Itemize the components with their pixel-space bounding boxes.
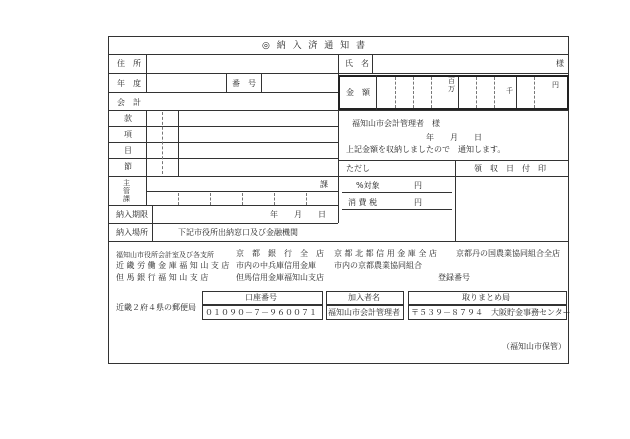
collect-header: 取りまとめ局 <box>462 293 510 302</box>
bank-row3-1: 但 馬 銀 行 福 知 山 支 店 <box>116 273 209 282</box>
payment-place-value: 下記市役所出納窓口及び金融機関 <box>178 228 298 237</box>
tax-target-label: %対象 <box>356 181 380 190</box>
amount-unit-yen: 円 <box>552 81 559 89</box>
consumption-tax-yen: 円 <box>414 198 422 207</box>
subscriber-value: 福知山市会計管理者 <box>328 308 400 317</box>
address-label: 住 所 <box>117 59 141 68</box>
receipt-recipient: 福知山市会計管理者 様 <box>352 119 440 128</box>
document-title: ◎ 納 入 済 通 知 書 <box>262 41 368 51</box>
bank-row2-2: 市内の中兵庫信用金庫 <box>236 261 316 270</box>
bank-row2-3: 市内の京都農業協同組合 <box>334 261 422 270</box>
due-date-label: 納入期限 <box>116 210 148 219</box>
bank-row3-3: 登録番号 <box>438 273 470 282</box>
account-number-header: 口座番号 <box>245 293 277 302</box>
bank-row2-1: 近 畿 労 働 金 庫 福 知 山 支 店 <box>116 261 230 270</box>
tax-target-yen: 円 <box>414 181 422 190</box>
name-suffix: 様 <box>556 59 564 68</box>
setsu-label: 節 <box>124 162 132 171</box>
bank-row1-1: 福知山市役所会計室及び各支所 <box>116 251 214 259</box>
stamp-header: 領 収 日 付 印 <box>474 164 546 173</box>
amount-label: 金 額 <box>346 88 370 97</box>
subscriber-header: 加入者名 <box>348 293 380 302</box>
payment-place-label: 納入場所 <box>116 228 148 237</box>
footer-note: （福知山市保管） <box>502 342 566 351</box>
accounting-label: 会 計 <box>117 98 141 107</box>
postal-bureau-label: 近畿２府４県の郵便局 <box>116 303 196 312</box>
ka-label: 課 <box>320 180 328 189</box>
fiscal-year-label: 年 度 <box>117 79 141 88</box>
receipt-message: 上記金額を収納しましたので 通知します。 <box>346 145 506 154</box>
account-number-value: ０１０９０－７－９６００７１ <box>205 308 317 317</box>
moku-label: 目 <box>124 146 132 155</box>
kan-label: 款 <box>124 114 132 123</box>
bank-row1-3: 京 都 北 都 信 用 金 庫 全 店 <box>334 249 437 258</box>
receipt-date: 年 月 日 <box>426 133 482 142</box>
due-date-value: 年 月 日 <box>270 210 326 219</box>
number-label: 番 号 <box>232 79 256 88</box>
consumption-tax-label: 消 費 税 <box>348 198 378 207</box>
bank-row1-2: 京 都 銀 行 全 店 <box>236 249 324 258</box>
amount-unit-sen: 千 <box>506 87 513 95</box>
name-label: 氏 名 <box>345 59 369 68</box>
tadashi-label: ただし <box>346 164 370 173</box>
bank-row1-4: 京都丹の国農業協同組合全店 <box>456 249 560 258</box>
kou-label: 項 <box>124 130 132 139</box>
amount-unit-hyakuman: 百 万 <box>448 77 455 93</box>
bank-row3-2: 但馬信用金庫福知山支店 <box>236 273 324 282</box>
main-dept-label: 主 管 課 <box>123 179 130 203</box>
collect-value: 〒５３９－８７９４ 大阪貯金事務センター <box>411 308 571 317</box>
